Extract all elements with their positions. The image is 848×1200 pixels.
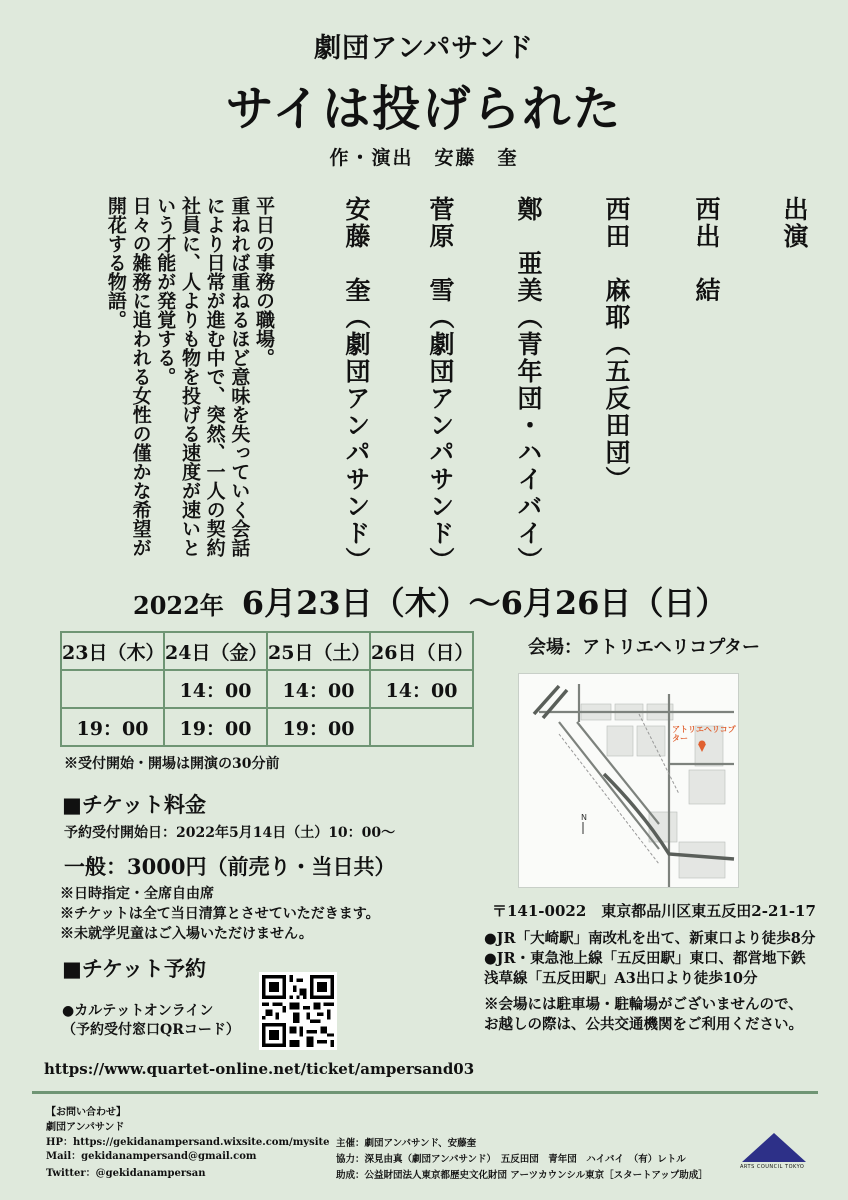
cast-member — [344, 196, 369, 574]
cast-affiliation: （青年団・ハイバイ） — [514, 304, 543, 574]
contact-hp-link[interactable]: HP：https://gekidanampersand.wixsite.com/mysite — [46, 1137, 330, 1148]
cast-heading: 出演 — [780, 196, 809, 250]
parking-note: ※会場には駐車場・駐輪場がございませんので、 — [484, 996, 803, 1013]
sale-start: 予約受付開始日：2022年5月14日（土）10：00〜 — [64, 825, 396, 841]
credit-organizer: 主催：劇団アンパサンド、安藤奎 — [336, 1138, 477, 1149]
map-pin-label: アトリエヘリコプター — [672, 725, 736, 743]
schedule-day: 24日（金） — [164, 632, 267, 670]
cast-affiliation: （劇団アンパサンド） — [426, 304, 455, 574]
schedule-time: 19：00 — [164, 708, 267, 746]
synopsis — [86, 196, 276, 576]
footer-divider — [32, 1091, 818, 1094]
contact-org: 劇団アンパサンド — [46, 1122, 125, 1133]
schedule-time: 19：00 — [61, 708, 164, 746]
svg-text:N: N — [581, 813, 587, 822]
schedule-day: 25日（土） — [267, 632, 370, 670]
ticket-condition: ※未就学児童はご入場いただけません。 — [60, 926, 313, 942]
venue-map — [518, 673, 739, 888]
schedule-time: 14：00 — [164, 670, 267, 708]
schedule-time: 14：00 — [267, 670, 370, 708]
ticket-condition: ※日時指定・全席自由席 — [60, 886, 214, 902]
cast-affiliation: （劇団アンパサンド） — [342, 304, 371, 574]
author-credit: 作・演出 安藤 奎 — [329, 147, 519, 169]
schedule-time: 19：00 — [267, 708, 370, 746]
access-line: 浅草線「五反田駅」A3出口より徒歩10分 — [484, 970, 758, 987]
parking-note: お越しの際は、公共交通機関をご利用ください。 — [484, 1016, 803, 1033]
ticket-condition: ※チケットは全て当日清算とさせていただきます。 — [60, 906, 380, 922]
ticket-reserve-heading: ■チケット予約 — [62, 957, 206, 981]
reserve-note: （予約受付窓口QRコード） — [62, 1022, 240, 1038]
schedule-time: 14：00 — [370, 670, 473, 708]
schedule-day: 23日（木） — [61, 632, 164, 670]
performance-dates — [133, 578, 727, 624]
schedule-header-row — [61, 632, 473, 670]
contact-mail-link[interactable]: Mail：gekidanampersand@gmail.com — [46, 1151, 257, 1162]
ticket-url-link[interactable]: https://www.quartet-online.net/ticket/ampersand03 — [44, 1060, 475, 1078]
contact-heading: 【お問い合わせ】 — [46, 1107, 126, 1118]
reception-note: ※受付開始・開場は開演の30分前 — [64, 756, 280, 772]
access-line: ●JR・東急池上線「五反田駅」東口、都営地下鉄 — [484, 950, 806, 967]
cast-member — [516, 196, 541, 574]
cast-member — [428, 196, 453, 574]
synopsis-line: 開花する物語。 — [104, 196, 127, 329]
venue-address: 〒141-0022 東京都品川区東五反田2-21-17 — [492, 902, 816, 920]
schedule-day: 26日（日） — [370, 632, 473, 670]
cast-name: 菅原 雪 — [426, 196, 455, 304]
synopsis-line: いう才能が発覚する。 — [154, 196, 177, 386]
performance-year: 2022年 — [133, 591, 224, 620]
synopsis-line: により日常が進む中で、突然、一人の契約 — [203, 196, 226, 557]
contact-twitter-link[interactable]: Twitter：@gekidanampersan — [46, 1168, 206, 1179]
cast-member — [604, 196, 629, 493]
venue-label: 会場：アトリエヘリコプター — [528, 637, 761, 658]
synopsis-line: 日々の雑務に追われる女性の僅かな希望が — [129, 196, 152, 557]
schedule-time — [61, 670, 164, 708]
general-price: 一般：3000円（前売り・当日共） — [64, 854, 396, 879]
cast-name: 鄭 亜美 — [514, 196, 543, 304]
cast-member — [694, 196, 719, 304]
logo-text: ARTS COUNCIL TOKYO — [740, 1164, 805, 1170]
cast-name: 安藤 奎 — [342, 196, 371, 304]
schedule-table — [60, 631, 474, 747]
synopsis-line: 重ねれば重ねるほど意味を失っていく会話 — [228, 196, 251, 557]
performance-range: 6月23日（木）〜6月26日（日） — [241, 584, 728, 622]
qr-code-icon[interactable] — [259, 972, 337, 1050]
cast-name: 西田 麻耶 — [602, 196, 631, 331]
company-name: 劇団アンパサンド — [314, 33, 534, 64]
synopsis-line: 社員に、人よりも物を投げる速度が速いと — [178, 196, 201, 557]
cast-name: 西出 結 — [692, 196, 721, 304]
ticket-price-heading: ■チケット料金 — [62, 793, 206, 817]
synopsis-line: 平日の事務の職場。 — [253, 196, 275, 367]
schedule-time — [370, 708, 473, 746]
schedule-row — [61, 708, 473, 746]
credit-support: 助成：公益財団法人東京都歴史文化財団 アーツカウンシル東京［スタートアップ助成］ — [336, 1170, 708, 1181]
access-line: ●JR「大崎駅」南改札を出て、新東口より徒歩8分 — [484, 930, 816, 947]
credit-cooperation: 協力：深見由真（劇団アンパサンド） 五反田団 青年団 ハイバイ （有）レトル — [336, 1154, 686, 1165]
cast-affiliation: （五反田団） — [602, 331, 631, 493]
play-title: サイは投げられた — [225, 81, 623, 137]
schedule-row — [61, 670, 473, 708]
reserve-method: ●カルテットオンライン — [62, 1003, 214, 1019]
